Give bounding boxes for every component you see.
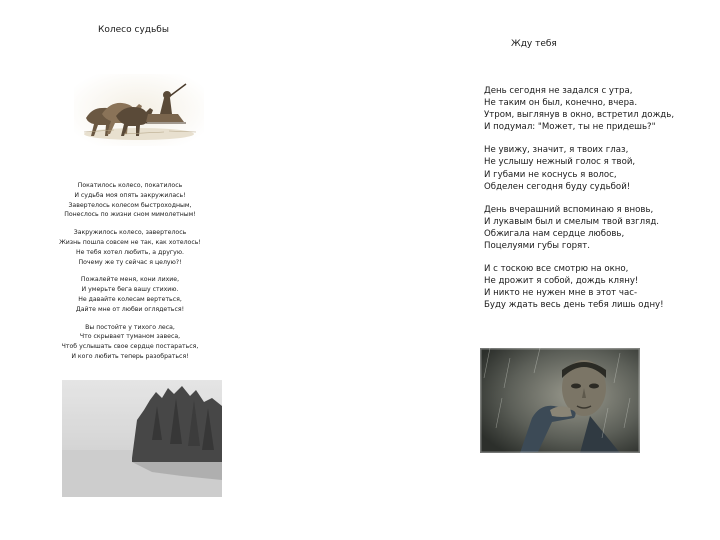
poem-line: Пожалейте меня, кони лихие,	[80, 276, 180, 284]
poem-line: Дайте мне от любви оглядеться!	[75, 305, 185, 313]
poem-line: Закружилось колесо, завертелось	[73, 229, 187, 237]
troika-illustration	[74, 74, 204, 146]
left-stanza	[40, 228, 220, 267]
right-stanza	[484, 144, 714, 192]
right-poem-body	[484, 85, 714, 323]
poem-line: Не увижу, значит, я твоих глаз,	[484, 145, 629, 156]
left-stanza	[40, 181, 220, 220]
right-stanza	[484, 204, 714, 252]
poem-line: И кого любить теперь разобраться!	[71, 352, 189, 360]
rain-man-photo	[480, 348, 640, 453]
poem-line: Жизнь пошла совсем не так, как хотелось!	[59, 238, 201, 246]
poem-line: Понеслось по жизни сном мимолетным!	[64, 211, 196, 219]
poem-line: И никто не нужен мне в этот час-	[484, 288, 638, 299]
left-poem-body	[40, 181, 220, 370]
poem-line: Буду ждать весь день тебя лишь одну!	[484, 300, 664, 311]
misty-forest-photo	[62, 380, 222, 497]
poem-line: Обделен сегодня буду судьбой!	[484, 181, 631, 192]
left-stanza	[40, 275, 220, 314]
poem-line: И лукавым был и смелым твой взгляд.	[484, 216, 660, 227]
poem-line: Утром, выглянув в окно, встретил дождь,	[484, 110, 675, 121]
left-stanza	[40, 323, 220, 362]
poem-line: Вы постойте у тихого леса,	[85, 323, 175, 331]
poem-line: День сегодня не задался с утра,	[484, 86, 633, 96]
poem-line: И подумал: "Может, ты не придешь?"	[484, 122, 656, 133]
poem-line: И с тоскою все смотрю на окно,	[484, 264, 629, 275]
left-poem-title: Колесо судьбы	[98, 25, 169, 35]
poem-line: Чтоб услышать свое сердце постараться,	[61, 343, 199, 351]
poem-line: День вчерашний вспоминаю я вновь,	[484, 204, 654, 215]
poem-line: И губами не коснусь я волос,	[484, 169, 617, 180]
poem-line: Не тебя хотел любить, а другую.	[75, 248, 185, 256]
poem-line: Почему же ту сейчас я целую?!	[78, 258, 182, 266]
poem-line: Обжигала нам сердце любовь,	[484, 228, 625, 239]
poem-line: Не услышу нежный голос я твой,	[484, 157, 636, 168]
right-poem-title: Жду тебя	[511, 39, 557, 49]
poem-line: И судьба моя опять закружилась!	[74, 191, 186, 199]
poem-line: Завертелось колесом быстроходным,	[68, 201, 192, 209]
poem-line: И умерьте бега вашу стихию.	[81, 286, 179, 294]
poem-line: Покатилось колесо, покатилось	[77, 182, 183, 189]
poem-line: Не давайте колесам вертеться,	[78, 295, 182, 303]
poem-line: Не дрожит я собой, дождь кляну!	[484, 276, 639, 287]
right-stanza	[484, 263, 714, 311]
poem-line: Поцелуями губы горят.	[484, 241, 590, 252]
poem-line: Что скрывает туманом завеса,	[79, 333, 181, 341]
poem-line: Не таким он был, конечно, вчера.	[484, 98, 638, 109]
right-stanza	[484, 85, 714, 133]
